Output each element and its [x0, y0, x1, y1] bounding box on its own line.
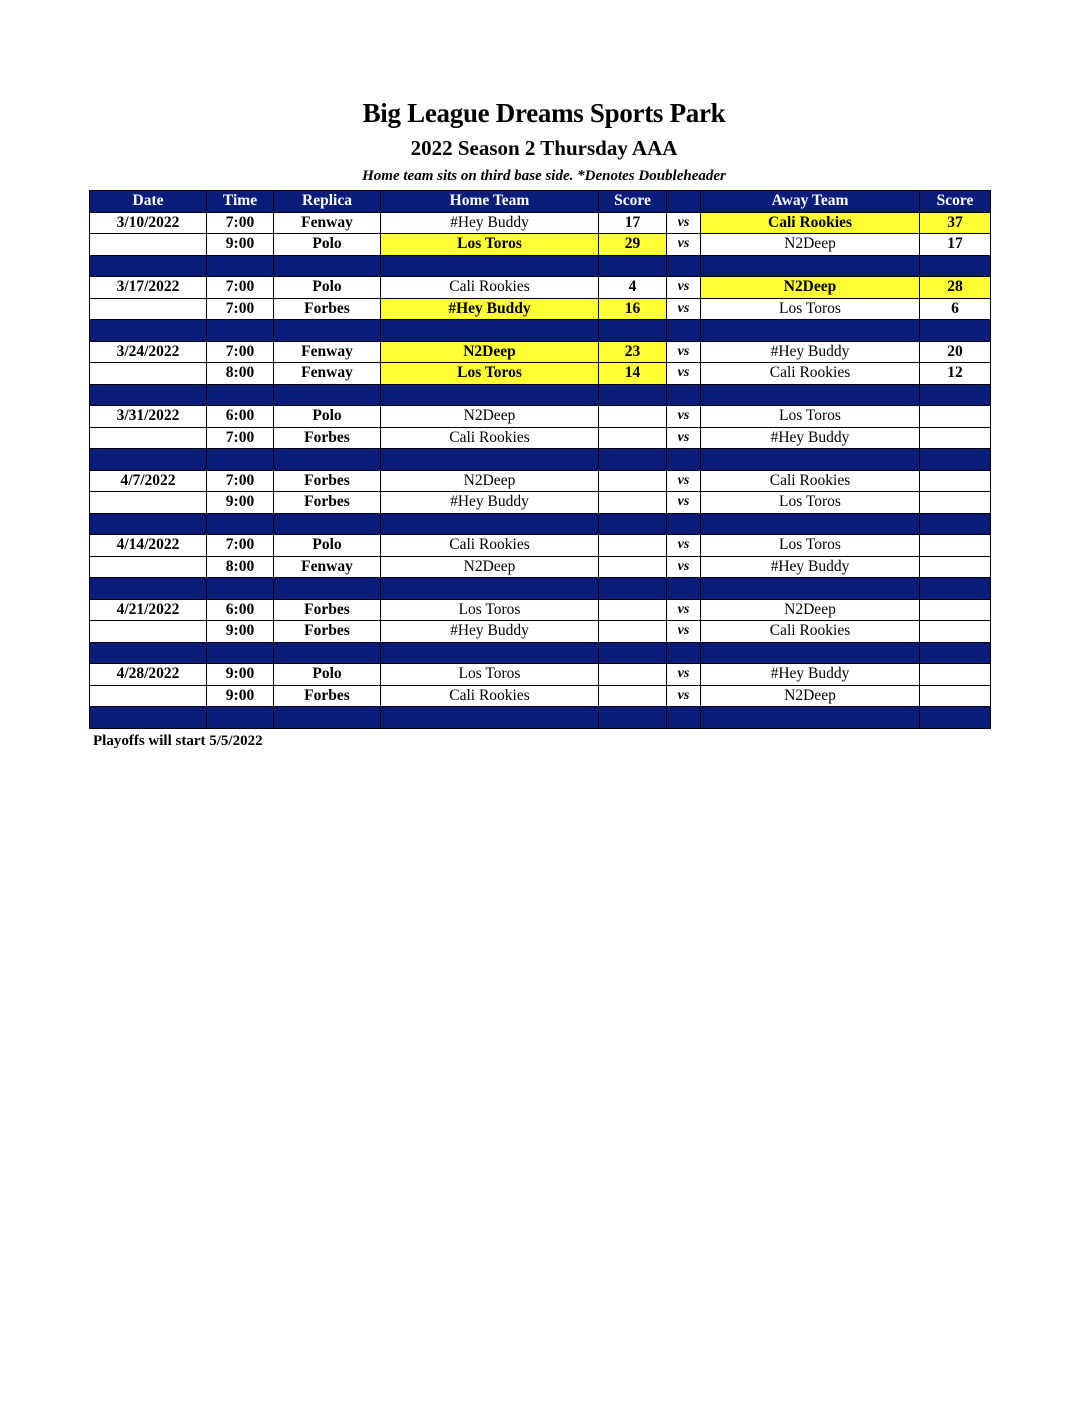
vs-label: vs — [667, 599, 701, 621]
away-team: Cali Rookies — [701, 363, 920, 385]
game-time: 8:00 — [207, 363, 274, 385]
separator-cell — [701, 449, 920, 471]
separator-cell — [90, 513, 207, 535]
week-separator — [90, 642, 991, 664]
separator-cell — [207, 578, 274, 600]
col-header-home-score: Score — [599, 191, 667, 213]
vs-label: vs — [667, 535, 701, 557]
game-row — [90, 234, 991, 256]
game-date — [90, 685, 207, 707]
game-field: Forbes — [274, 621, 381, 643]
separator-cell — [90, 578, 207, 600]
separator-cell — [599, 320, 667, 342]
separator-cell — [701, 513, 920, 535]
separator-cell — [207, 707, 274, 729]
vs-label: vs — [667, 363, 701, 385]
home-team: Los Toros — [381, 234, 599, 256]
home-team: #Hey Buddy — [381, 621, 599, 643]
vs-label: vs — [667, 277, 701, 299]
game-date: 3/17/2022 — [90, 277, 207, 299]
game-row — [90, 212, 991, 234]
away-score — [920, 685, 991, 707]
game-time: 8:00 — [207, 556, 274, 578]
home-score: 14 — [599, 363, 667, 385]
away-team: N2Deep — [701, 685, 920, 707]
separator-cell — [381, 513, 599, 535]
separator-cell — [920, 384, 991, 406]
separator-cell — [90, 707, 207, 729]
away-team: Los Toros — [701, 492, 920, 514]
schedule-body — [90, 212, 991, 728]
game-time: 9:00 — [207, 664, 274, 686]
home-score: 16 — [599, 298, 667, 320]
game-row — [90, 363, 991, 385]
separator-cell — [599, 255, 667, 277]
schedule-table — [89, 190, 991, 729]
separator-cell — [701, 578, 920, 600]
game-field: Fenway — [274, 556, 381, 578]
vs-label: vs — [667, 664, 701, 686]
game-row — [90, 556, 991, 578]
game-field: Forbes — [274, 298, 381, 320]
separator-cell — [599, 513, 667, 535]
away-score — [920, 406, 991, 428]
vs-label: vs — [667, 470, 701, 492]
col-header-home-team: Home Team — [381, 191, 599, 213]
separator-cell — [667, 578, 701, 600]
vs-label: vs — [667, 427, 701, 449]
game-date — [90, 492, 207, 514]
home-team: Cali Rookies — [381, 277, 599, 299]
game-field: Fenway — [274, 341, 381, 363]
away-score: 12 — [920, 363, 991, 385]
game-date — [90, 621, 207, 643]
home-team: Los Toros — [381, 664, 599, 686]
home-score — [599, 621, 667, 643]
home-team: #Hey Buddy — [381, 492, 599, 514]
game-row — [90, 685, 991, 707]
away-team: #Hey Buddy — [701, 427, 920, 449]
vs-label: vs — [667, 341, 701, 363]
game-row — [90, 298, 991, 320]
game-date: 4/21/2022 — [90, 599, 207, 621]
away-score — [920, 470, 991, 492]
separator-cell — [207, 255, 274, 277]
away-score: 6 — [920, 298, 991, 320]
separator-cell — [920, 578, 991, 600]
game-date — [90, 298, 207, 320]
home-team: N2Deep — [381, 556, 599, 578]
header-row — [90, 191, 991, 213]
week-separator — [90, 384, 991, 406]
away-team: Los Toros — [701, 406, 920, 428]
separator-cell — [701, 320, 920, 342]
game-field: Polo — [274, 277, 381, 299]
home-team: Cali Rookies — [381, 427, 599, 449]
vs-label: vs — [667, 492, 701, 514]
game-time: 6:00 — [207, 406, 274, 428]
game-field: Forbes — [274, 470, 381, 492]
separator-cell — [381, 320, 599, 342]
game-time: 7:00 — [207, 535, 274, 557]
home-score — [599, 427, 667, 449]
separator-cell — [920, 255, 991, 277]
game-time: 9:00 — [207, 685, 274, 707]
game-time: 9:00 — [207, 492, 274, 514]
home-score — [599, 406, 667, 428]
week-separator — [90, 578, 991, 600]
col-header-date: Date — [90, 191, 207, 213]
game-row — [90, 427, 991, 449]
game-date — [90, 556, 207, 578]
separator-cell — [207, 513, 274, 535]
game-date — [90, 427, 207, 449]
separator-cell — [381, 642, 599, 664]
away-score — [920, 427, 991, 449]
home-score: 23 — [599, 341, 667, 363]
game-date: 4/14/2022 — [90, 535, 207, 557]
separator-cell — [667, 707, 701, 729]
home-score — [599, 492, 667, 514]
away-team: Cali Rookies — [701, 621, 920, 643]
home-score — [599, 599, 667, 621]
home-score — [599, 470, 667, 492]
game-row — [90, 599, 991, 621]
away-team: N2Deep — [701, 277, 920, 299]
away-team: #Hey Buddy — [701, 664, 920, 686]
game-field: Fenway — [274, 212, 381, 234]
separator-cell — [667, 449, 701, 471]
separator-cell — [701, 642, 920, 664]
separator-cell — [274, 642, 381, 664]
vs-label: vs — [667, 234, 701, 256]
away-team: Cali Rookies — [701, 212, 920, 234]
separator-cell — [920, 513, 991, 535]
game-row — [90, 341, 991, 363]
col-header-away-score: Score — [920, 191, 991, 213]
col-header-away-team: Away Team — [701, 191, 920, 213]
vs-label: vs — [667, 685, 701, 707]
week-separator — [90, 255, 991, 277]
game-date: 4/7/2022 — [90, 470, 207, 492]
col-header-vs — [667, 191, 701, 213]
separator-cell — [381, 449, 599, 471]
separator-cell — [667, 255, 701, 277]
game-time: 9:00 — [207, 621, 274, 643]
vs-label: vs — [667, 621, 701, 643]
away-team: Cali Rookies — [701, 470, 920, 492]
home-team: #Hey Buddy — [381, 298, 599, 320]
home-score: 29 — [599, 234, 667, 256]
page-subtitle: 2022 Season 2 Thursday AAA — [410, 136, 678, 160]
game-row — [90, 470, 991, 492]
separator-cell — [274, 255, 381, 277]
away-team: #Hey Buddy — [701, 341, 920, 363]
separator-cell — [207, 449, 274, 471]
separator-cell — [381, 255, 599, 277]
game-field: Forbes — [274, 599, 381, 621]
separator-cell — [701, 384, 920, 406]
away-score — [920, 664, 991, 686]
game-row — [90, 621, 991, 643]
game-field: Forbes — [274, 685, 381, 707]
separator-cell — [274, 320, 381, 342]
away-team: Los Toros — [701, 298, 920, 320]
separator-cell — [599, 707, 667, 729]
game-field: Polo — [274, 406, 381, 428]
week-separator — [90, 513, 991, 535]
game-time: 7:00 — [207, 212, 274, 234]
game-time: 7:00 — [207, 277, 274, 299]
game-row — [90, 406, 991, 428]
game-row — [90, 535, 991, 557]
playoffs-note: Playoffs will start 5/5/2022 — [93, 733, 263, 749]
home-team: Cali Rookies — [381, 535, 599, 557]
home-team: N2Deep — [381, 470, 599, 492]
game-date — [90, 363, 207, 385]
separator-cell — [920, 642, 991, 664]
week-separator — [90, 707, 991, 729]
separator-cell — [207, 642, 274, 664]
home-score — [599, 556, 667, 578]
home-team: #Hey Buddy — [381, 212, 599, 234]
home-score — [599, 664, 667, 686]
away-team: N2Deep — [701, 234, 920, 256]
separator-cell — [667, 384, 701, 406]
game-field: Polo — [274, 535, 381, 557]
game-date: 3/10/2022 — [90, 212, 207, 234]
away-score: 37 — [920, 212, 991, 234]
game-date — [90, 234, 207, 256]
separator-cell — [701, 255, 920, 277]
home-team: Los Toros — [381, 599, 599, 621]
separator-cell — [90, 255, 207, 277]
separator-cell — [701, 707, 920, 729]
separator-cell — [667, 642, 701, 664]
separator-cell — [90, 642, 207, 664]
separator-cell — [274, 707, 381, 729]
separator-cell — [381, 384, 599, 406]
game-time: 7:00 — [207, 427, 274, 449]
home-team: Los Toros — [381, 363, 599, 385]
game-row — [90, 492, 991, 514]
home-score: 17 — [599, 212, 667, 234]
vs-label: vs — [667, 556, 701, 578]
game-date: 4/28/2022 — [90, 664, 207, 686]
vs-label: vs — [667, 406, 701, 428]
game-time: 7:00 — [207, 470, 274, 492]
separator-cell — [381, 578, 599, 600]
away-score — [920, 621, 991, 643]
vs-label: vs — [667, 298, 701, 320]
game-time: 6:00 — [207, 599, 274, 621]
separator-cell — [381, 707, 599, 729]
home-team: N2Deep — [381, 341, 599, 363]
game-date: 3/24/2022 — [90, 341, 207, 363]
away-score — [920, 556, 991, 578]
home-team: N2Deep — [381, 406, 599, 428]
away-team: #Hey Buddy — [701, 556, 920, 578]
separator-cell — [667, 320, 701, 342]
game-row — [90, 277, 991, 299]
game-time: 9:00 — [207, 234, 274, 256]
game-time: 7:00 — [207, 298, 274, 320]
separator-cell — [274, 513, 381, 535]
separator-cell — [599, 384, 667, 406]
separator-cell — [90, 320, 207, 342]
separator-cell — [90, 384, 207, 406]
game-field: Fenway — [274, 363, 381, 385]
home-score — [599, 535, 667, 557]
separator-cell — [274, 578, 381, 600]
home-score: 4 — [599, 277, 667, 299]
game-field: Polo — [274, 234, 381, 256]
separator-cell — [920, 707, 991, 729]
game-time: 7:00 — [207, 341, 274, 363]
away-team: Los Toros — [701, 535, 920, 557]
week-separator — [90, 320, 991, 342]
separator-cell — [90, 449, 207, 471]
game-row — [90, 664, 991, 686]
away-team: N2Deep — [701, 599, 920, 621]
separator-cell — [599, 642, 667, 664]
vs-label: vs — [667, 212, 701, 234]
game-field: Polo — [274, 664, 381, 686]
schedule-note: Home team sits on third base side. *Denotes Doubleheader — [362, 168, 726, 184]
away-score: 20 — [920, 341, 991, 363]
separator-cell — [207, 320, 274, 342]
separator-cell — [920, 449, 991, 471]
home-team: Cali Rookies — [381, 685, 599, 707]
page-title: Big League Dreams Sports Park — [362, 98, 726, 128]
col-header-time: Time — [207, 191, 274, 213]
away-score — [920, 599, 991, 621]
away-score — [920, 492, 991, 514]
separator-cell — [920, 320, 991, 342]
away-score: 28 — [920, 277, 991, 299]
home-score — [599, 685, 667, 707]
game-date: 3/31/2022 — [90, 406, 207, 428]
away-score: 17 — [920, 234, 991, 256]
game-field: Forbes — [274, 492, 381, 514]
separator-cell — [207, 384, 274, 406]
game-field: Forbes — [274, 427, 381, 449]
week-separator — [90, 449, 991, 471]
separator-cell — [599, 449, 667, 471]
separator-cell — [274, 384, 381, 406]
away-score — [920, 535, 991, 557]
separator-cell — [599, 578, 667, 600]
separator-cell — [667, 513, 701, 535]
separator-cell — [274, 449, 381, 471]
col-header-replica: Replica — [274, 191, 381, 213]
